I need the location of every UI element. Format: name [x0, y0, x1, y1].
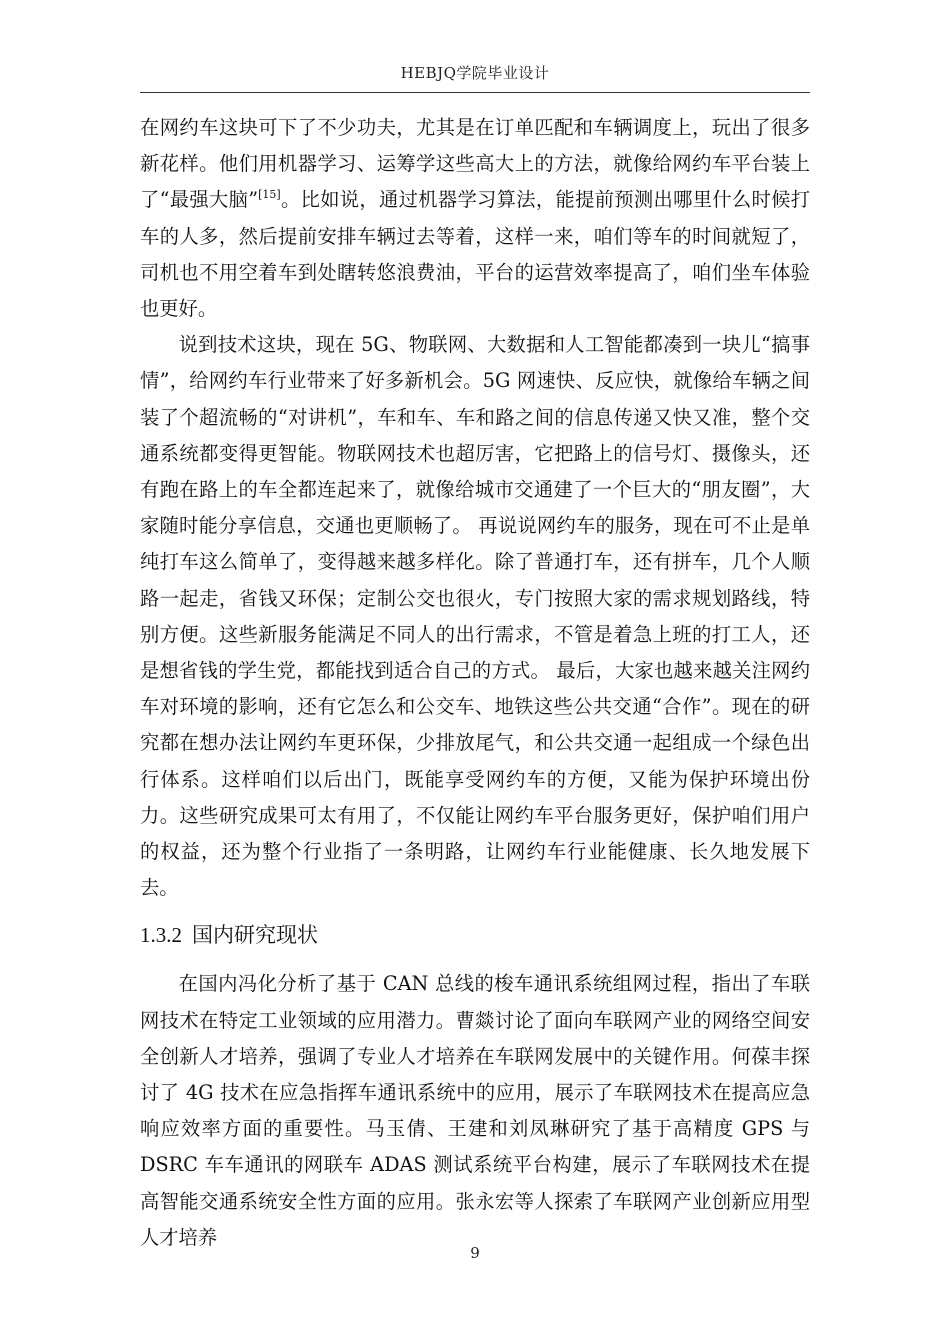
paragraph-continued: [140, 110, 810, 327]
header-rule: [140, 92, 810, 93]
paragraph-domestic-research: 在国内冯化分析了基于 CAN 总线的梭车通讯系统组网过程，指出了车联网技术在特定工业领域的应用潜力。曹燚讨论了面向车联网产业的网络空间安全创新人才培养，强调了专业人才培养在车联网发展中的关键作用。何葆丰探讨了 4G 技术在应急指挥车通讯系统中的应用，展示了车联网技术在提高应急响应效率方面的重要性。马玉倩、王建和刘凤琳研究了基于高精度 GPS 与 DSRC 车车通讯的网联车 ADAS 测试系统平台构建，展示了车联网技术在提高智能交通系统安全性方面的应用。张永宏等人探索了车联网产业创新应用型人才培养: [140, 972, 810, 1249]
section-number: 1.3.2: [140, 923, 182, 948]
section-heading: [140, 917, 810, 953]
paragraph-text: 在网约车这块可下了不少功夫，尤其是在订单匹配和车辆调度上，玩出了很多新花样。他们用机器学习、运筹学这些高大上的方法，就像给网约车平台装上了“最强大脑”: [140, 116, 810, 212]
citation-reference[interactable]: [15]: [258, 188, 281, 202]
paragraph-technology: 说到技术这块，现在 5G、物联网、大数据和人工智能都凑到一块儿“搞事情”，给网约车行业带来了好多新机会。5G 网速快、反应快，就像给车辆之间装了个超流畅的“对讲机”，车和车、车和路之间的信息传递又快又准，整个交通系统都变得更智能。物联网技术也超厉害，它把路上的信号灯、摄像头，还有跑在路上的车全都连起来了，就像给城市交通建了一个巨大的“朋友圈”，大家随时能分享信息，交通也更顺畅了。 再说说网约车的服务，现在可不止是单纯打车这么简单了，变得越来越多样化。除了普通打车，还有拼车，几个人顺路一起走，省钱又环保；定制公交也很火，专门按照大家的需求规划路线，特别方便。这些新服务能满足不同人的出行需求，不管是着急上班的打工人，还是想省钱的学生党，都能找到适合自己的方式。 最后，大家也越来越关注网约车对环境的影响，还有它怎么和公交车、地铁这些公共交通“合作”。现在的研究都在想办法让网约车更环保，少排放尾气，和公共交通一起组成一个绿色出行体系。这样咱们以后出门，既能享受网约车的方便，又能为保护环境出份力。这些研究成果可太有用了，不仅能让网约车平台服务更好，保护咱们用户的权益，还为整个行业指了一条明路，让网约车行业能健康、长久地发展下去。: [140, 333, 810, 900]
running-header: HEBJQ学院毕业设计: [400, 64, 550, 82]
paragraph-text: 。比如说，通过机器学习算法，能提前预测出哪里什么时候打车的人多，然后提前安排车辆过去等着，这样一来，咱们等车的时间就短了，司机也不用空着车到处瞎转悠浪费油，平台的运营效率提高了，咱们坐车体验也更好。: [140, 188, 811, 321]
page-number: 9: [470, 1244, 480, 1262]
body-text: [140, 110, 810, 1256]
section-title: 国内研究现状: [192, 923, 318, 948]
